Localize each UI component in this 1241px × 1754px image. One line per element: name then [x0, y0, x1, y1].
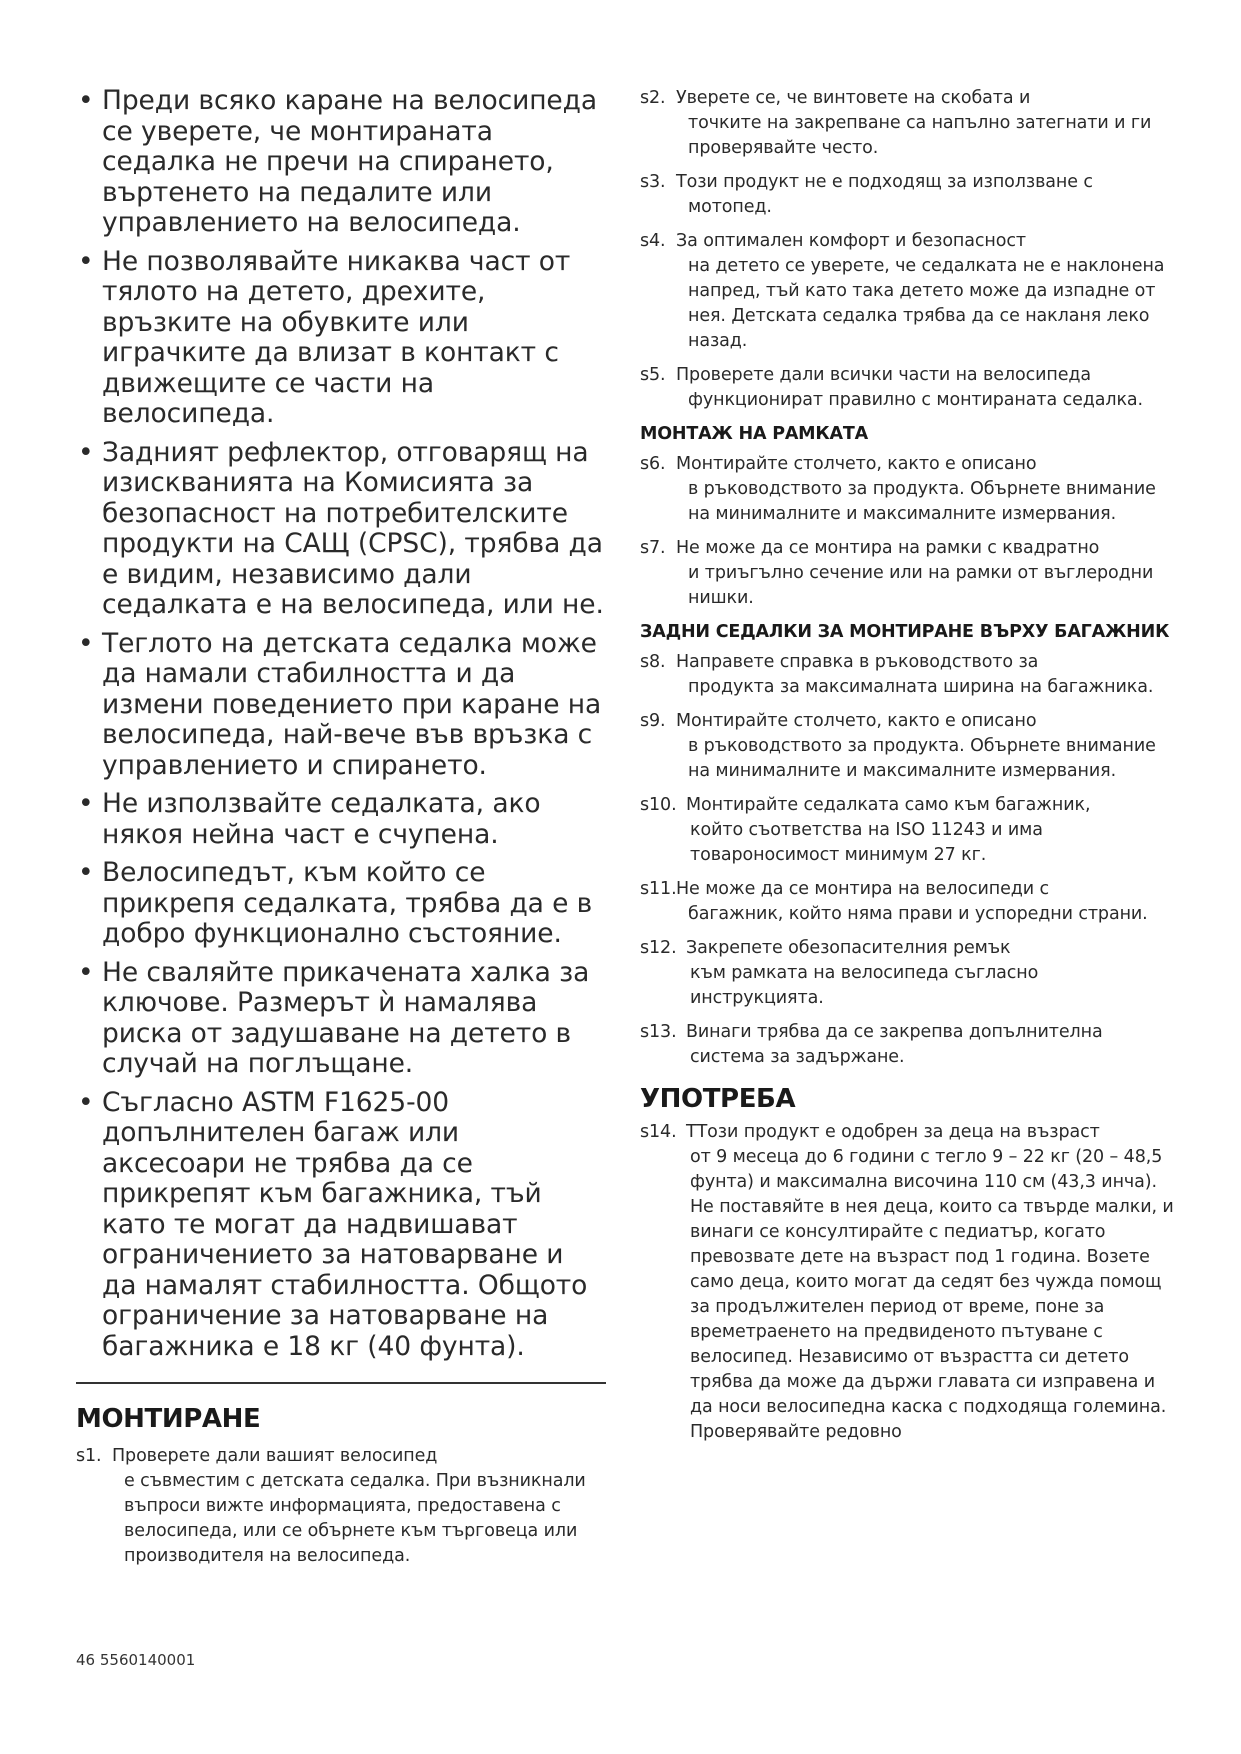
step-text-rest: от 9 месеца до 6 години с тегло 9 – 22 кг (20 – 48,5 фунта) и максимална височина 110 см (43,3 инча). Не поставяйте в нея деца, които са твърде малки, и винаги се консултирайте с педиатър, когато превозвате дете на възраст под 1 година. Возете само деца, които могат да седят без чужда помощ за продължителен период от време, поне за времетраенето на предвиденото пътуване с велосипед. Независимо от възрастта си детето трябва да може да държи главата си изправена и да носи велосипедна каска с подходяща големина. Проверявайте редовно [690, 1147, 1174, 1442]
step-text-first: Винаги трябва да се закрепва допълнителна [686, 1022, 1103, 1042]
step-s7 [640, 536, 1175, 611]
bullet-text: Съгласно ASTM F1625-00 допълнителен багаж или аксесоари не трябва да се прикрепят към багажника, тъй като те могат да надвишават ограничението за натоварване и да намалят стабилността. Общото ограничение за натоварване на багажника е 18 кг (40 фунта). [102, 1086, 588, 1362]
step-number: s11. [640, 879, 677, 899]
step-text-rest: точките на закрепване са напълно затегнати и ги проверявайте често. [688, 113, 1152, 158]
step-text-first: Не може да се монтира на рамки с квадратно [676, 538, 1100, 558]
bullet-item: • Задният рефлектор, отговарящ на изискванията на Комисията за безопасност на потребителските продукти на САЩ (CPSC), трябва да е видим, независимо дали седалката е на велосипеда, или не. [78, 436, 604, 620]
section-title-frame: МОНТАЖ НА РАМКАТА [640, 424, 868, 444]
step-text-first: За оптимален комфорт и безопасност [676, 231, 1026, 251]
step-number: s14. [640, 1122, 677, 1142]
step-text-first: Закрепете обезопасителния ремък [686, 938, 1011, 958]
bullet-text: Не сваляйте прикачената халка за ключове. Размерът ѝ намалява риска от задушаване на детето в случай на поглъщане. [102, 956, 590, 1079]
section-divider [76, 1382, 606, 1384]
section-title-rack: ЗАДНИ СЕДАЛКИ ЗА МОНТИРАНЕ ВЪРХУ БАГАЖНИК [640, 622, 1170, 642]
step-text-first: Проверете дали вашият велосипед [112, 1446, 438, 1466]
step-number: s5. [640, 365, 666, 385]
safety-bullet-list [76, 86, 606, 1362]
step-number: s10. [640, 795, 677, 815]
bullet-text: Не използвайте седалката, ако някоя нейна част е счупена. [102, 788, 541, 850]
step-number: s9. [640, 711, 666, 731]
step-number: s4. [640, 231, 666, 251]
bullet-item: • Съгласно ASTM F1625-00 допълнителен багаж или аксесоари не трябва да се прикрепят към багажника, тъй като те могат да надвишават ограничението за натоварване и да намалят стабилността. Общото ограничение за натоварване на багажника е 18 кг (40 фунта). [78, 1086, 588, 1362]
step-text-rest: система за задържане. [690, 1047, 905, 1067]
step-s1 [76, 1444, 606, 1569]
bullet-text: Велосипедът, към който се прикрепя седалката, трябва да е в добро функционално състояние. [102, 857, 593, 949]
bullet-item: • Не позволявайте никаква част от тялото на детето, дрехите, връзките на обувките или играчките да влизат в контакт с движещите се части на велосипеда. [78, 245, 571, 429]
bullet-item: • Велосипедът, към който се прикрепя седалката, трябва да е в добро функционално състояние. [78, 857, 593, 949]
step-text-first: Проверете дали всички части на велосипеда [676, 365, 1091, 385]
step-s6 [640, 452, 1175, 527]
step-s9 [640, 709, 1175, 784]
step-text-rest: и триъгълно сечение или на рамки от въглеродни нишки. [688, 563, 1154, 608]
bullet-text: Не позволявайте никаква част от тялото на детето, дрехите, връзките на обувките или играчките да влизат в контакт с движещите се части на велосипеда. [102, 245, 571, 429]
step-text-first: Този продукт не е подходящ за използване с [676, 172, 1093, 192]
bullet-text: Задният рефлектор, отговарящ на изискванията на Комисията за безопасност на потребителските продукти на САЩ (CPSC), трябва да е видим, независимо дали седалката е на велосипеда, или не. [102, 436, 604, 620]
step-number: s7. [640, 538, 666, 558]
step-s11 [640, 877, 1175, 927]
step-s13 [640, 1020, 1175, 1070]
step-text-rest: е съвместим с детската седалка. При възникнали въпроси вижте информацията, предоставена с велосипеда, или се обърнете към търговеца или производителя на велосипеда. [124, 1471, 586, 1566]
left-column [76, 86, 606, 1578]
step-text-rest: към рамката на велосипеда съгласно инструкцията. [690, 963, 1039, 1008]
step-s5 [640, 363, 1175, 413]
step-text-rest: багажник, който няма прави и успоредни страни. [688, 904, 1148, 924]
step-text-first: TТози продукт е одобрен за деца на възраст [686, 1122, 1100, 1142]
right-column [640, 86, 1175, 1454]
step-s8 [640, 650, 1175, 700]
step-text-first: Монтирайте столчето, както е описано [676, 454, 1037, 474]
step-text-rest: мотопед. [688, 197, 772, 217]
step-text-rest: в ръководството за продукта. Обърнете внимание на минималните и максималните измервания. [688, 736, 1156, 781]
step-number: s3. [640, 172, 666, 192]
bullet-item: • Преди всяко каране на велосипеда се уверете, че монтираната седалка не пречи на спирането, въртенето на педалите или управлението на велосипеда. [78, 85, 597, 238]
page-footer: 46 5560140001 [76, 1651, 196, 1669]
step-text-rest: продукта за максималната ширина на багажника. [688, 677, 1154, 697]
bullet-text: Теглото на детската седалка може да намали стабилността и да измени поведението при каране на велосипеда, най-вече във връзка с управлението и спирането. [102, 627, 602, 781]
section-title-montirane: МОНТИРАНЕ [76, 1404, 261, 1434]
step-s10 [640, 793, 1175, 868]
step-s2 [640, 86, 1175, 161]
step-text-first: Монтирайте столчето, както е описано [676, 711, 1037, 731]
step-s3 [640, 170, 1175, 220]
step-s12 [640, 936, 1175, 1011]
step-text-rest: който съответства на ISO 11243 и има товароносимост минимум 27 кг. [690, 820, 1043, 865]
bullet-item: • Не използвайте седалката, ако някоя нейна част е счупена. [78, 788, 541, 850]
step-text-rest: в ръководството за продукта. Обърнете внимание на минималните и максималните измервания. [688, 479, 1156, 524]
step-number: s12. [640, 938, 677, 958]
step-number: s2. [640, 88, 666, 108]
step-number: s13. [640, 1022, 677, 1042]
step-number: s8. [640, 652, 666, 672]
bullet-item: • Теглото на детската седалка може да намали стабилността и да измени поведението при каране на велосипеда, най-вече във връзка с управлението и спирането. [78, 627, 602, 781]
bullet-text: Преди всяко каране на велосипеда се уверете, че монтираната седалка не пречи на спирането, въртенето на педалите или управлението на велосипеда. [102, 85, 597, 238]
step-text-rest: функционират правилно с монтираната седалка. [688, 390, 1144, 410]
step-text-first: Не може да се монтира на велосипеди с [676, 879, 1050, 899]
step-text-first: Направете справка в ръководството за [676, 652, 1039, 672]
step-text-rest: на детето се уверете, че седалката не е наклонена напред, тъй като така детето може да изпадне от нея. Детската седалка трябва да се накланя леко назад. [688, 256, 1165, 351]
step-text-first: Монтирайте седалката само към багажник, [686, 795, 1091, 815]
step-text-first: Уверете се, че винтовете на скобата и [676, 88, 1031, 108]
bullet-item: • Не сваляйте прикачената халка за ключове. Размерът ѝ намалява риска от задушаване на детето в случай на поглъщане. [78, 956, 590, 1079]
section-title-usage: УПОТРЕБА [640, 1084, 796, 1114]
step-number: s1. [76, 1446, 102, 1466]
step-s14 [640, 1120, 1175, 1445]
step-number: s6. [640, 454, 666, 474]
step-s4 [640, 229, 1175, 354]
